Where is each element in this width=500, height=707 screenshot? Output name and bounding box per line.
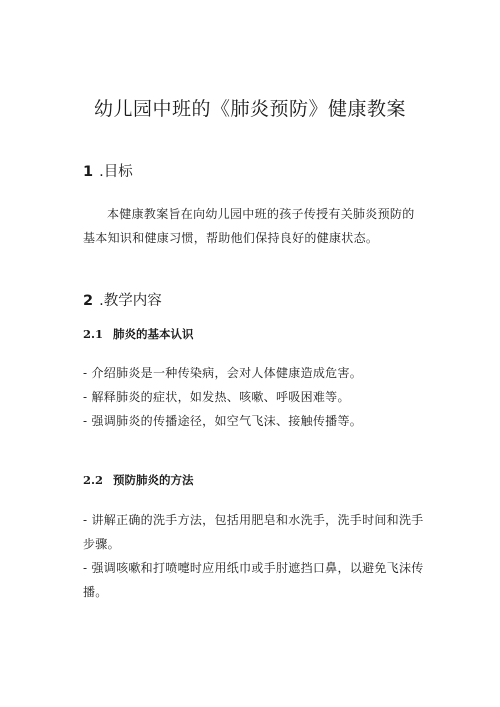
section-2-number: 2 <box>83 293 94 309</box>
subsection-2-2-number: 2.2 <box>83 473 104 487</box>
list-item: - 强调咳嗽和打喷嚏时应用纸巾或手肘遮挡口鼻，以避免飞沫传播。 <box>83 561 424 599</box>
section-2-title: .教学内容 <box>99 293 162 309</box>
subsection-2-1-number: 2.1 <box>83 327 104 341</box>
subsection-2-2-title: 预防肺炎的方法 <box>113 473 194 487</box>
section-1-title: .目标 <box>99 164 133 180</box>
subsection-2-1-title: 肺炎的基本认识 <box>113 327 194 341</box>
list-item: - 强调肺炎的传播途径，如空气飞沫、接触传播等。 <box>83 414 363 428</box>
section-1-number: 1 <box>83 164 94 180</box>
document-title: 幼儿园中班的《肺炎预防》健康教案 <box>93 98 406 120</box>
subsection-2-2-heading <box>83 472 194 488</box>
list-item: - 介绍肺炎是一种传染病，会对人体健康造成危害。 <box>83 366 363 380</box>
section-2-heading <box>83 289 162 310</box>
subsection-2-1-heading <box>83 326 194 342</box>
section-1-paragraph: 本健康教案旨在向幼儿园中班的孩子传授有关肺炎预防的基本知识和健康习惯，帮助他们保持良好的健康状态。 <box>83 207 415 245</box>
list-item: - 解释肺炎的症状，如发热、咳嗽、呼吸困难等。 <box>83 390 350 404</box>
section-1-heading <box>83 160 133 181</box>
list-item: - 讲解正确的洗手方法，包括用肥皂和水洗手，洗手时间和洗手步骤。 <box>83 513 424 551</box>
